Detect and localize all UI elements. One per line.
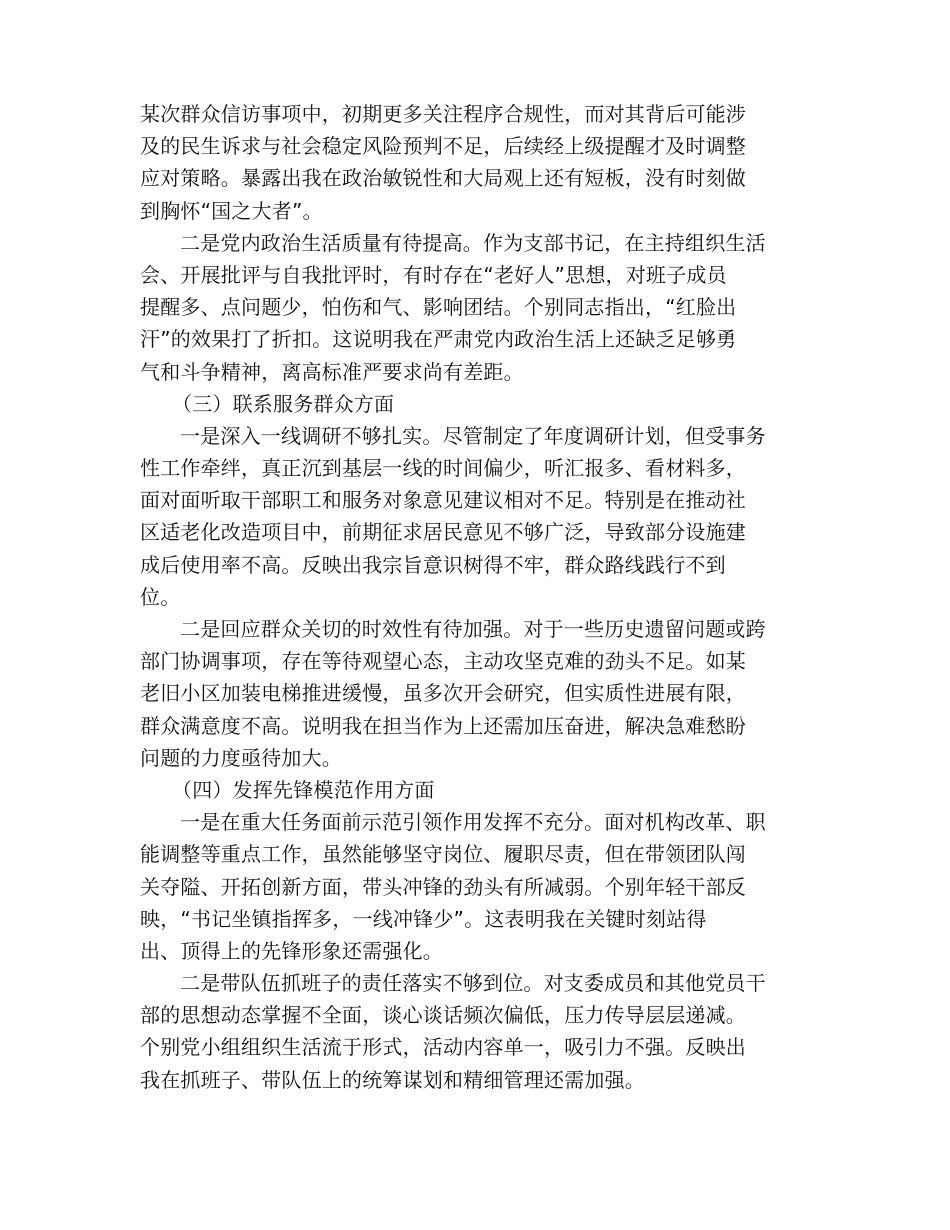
text-line: 及的民生诉求与社会稳定风险预判不足，后续经上级提醒才及时调整 <box>140 134 746 159</box>
text-line: 老旧小区加装电梯推进缓慢，虽多次开会研究，但实质性进展有限， <box>140 681 746 706</box>
text-line: 问题的力度亟待加大。 <box>140 745 342 770</box>
text-line: 汗”的效果打了折扣。这说明我在严肃党内政治生活上还缺乏足够勇 <box>140 327 737 352</box>
text-line: 提醒多、点问题少，怕伤和气、影响团结。个别同志指出，“红脸出 <box>140 295 737 320</box>
text-line: 气和斗争精神，离高标准严要求尚有差距。 <box>140 359 524 384</box>
text-line: 能调整等重点工作，虽然能够坚守岗位、履职尽责，但在带领团队闯 <box>140 842 746 867</box>
text-line: 到胸怀“国之大者”。 <box>140 198 323 223</box>
text-line: 成后使用率不高。反映出我宗旨意识树得不牢，群众路线践行不到 <box>140 552 726 577</box>
text-line: 二是回应群众关切的时效性有待加强。对于一些历史遗留问题或跨 <box>180 617 766 641</box>
text-line: 一是深入一线调研不够扎实。尽管制定了年度调研计划，但受事务 <box>180 423 766 448</box>
section-heading: （四）发挥先锋模范作用方面 <box>172 777 435 802</box>
text-line: 面对面听取干部职工和服务对象意见建议相对不足。特别是在推动社 <box>140 488 746 513</box>
text-line: 区适老化改造项目中，前期征求居民意见不够广泛，导致部分设施建 <box>140 520 746 545</box>
text-line: 位。 <box>140 584 181 609</box>
text-line: 映，“书记坐镇指挥多，一线冲锋少”。这表明我在关键时刻站得 <box>140 906 707 931</box>
text-line: 群众满意度不高。说明我在担当作为上还需加压奋进，解决急难愁盼 <box>140 713 746 738</box>
text-line: 应对策略。暴露出我在政治敏锐性和大局观上还有短板，没有时刻做 <box>140 166 746 191</box>
text-line: 会、开展批评与自我批评时，有时存在“老好人”思想，对班子成员 <box>140 262 727 287</box>
text-line: 部门协调事项，存在等待观望心态，主动攻坚克难的劲头不足。如某 <box>140 649 746 674</box>
section-heading: （三）联系服务群众方面 <box>172 391 395 416</box>
text-line: 某次群众信访事项中，初期更多关注程序合规性，而对其背后可能涉 <box>140 102 746 126</box>
text-line: 个别党小组组织生活流于形式，活动内容单一，吸引力不强。反映出 <box>140 1035 746 1060</box>
text-line: 性工作牵绊，真正沉到基层一线的时间偏少，听汇报多、看材料多， <box>140 456 746 481</box>
text-line: 一是在重大任务面前示范引领作用发挥不充分。面对机构改革、职 <box>180 810 766 835</box>
document-page <box>140 98 808 1096</box>
text-line: 关夺隘、开拓创新方面，带头冲锋的劲头有所减弱。个别年轻干部反 <box>140 874 746 899</box>
text-line: 出、顶得上的先锋形象还需强化。 <box>140 938 443 963</box>
text-line: 二是带队伍抓班子的责任落实不够到位。对支委成员和其他党员干 <box>180 971 766 996</box>
text-line: 二是党内政治生活质量有待提高。作为支部书记，在主持组织生活 <box>180 230 766 255</box>
text-line: 我在抓班子、带队伍上的统筹谋划和精细管理还需加强。 <box>140 1067 645 1092</box>
text-line: 部的思想动态掌握不全面，谈心谈话频次偏低，压力传导层层递减。 <box>140 1003 746 1028</box>
